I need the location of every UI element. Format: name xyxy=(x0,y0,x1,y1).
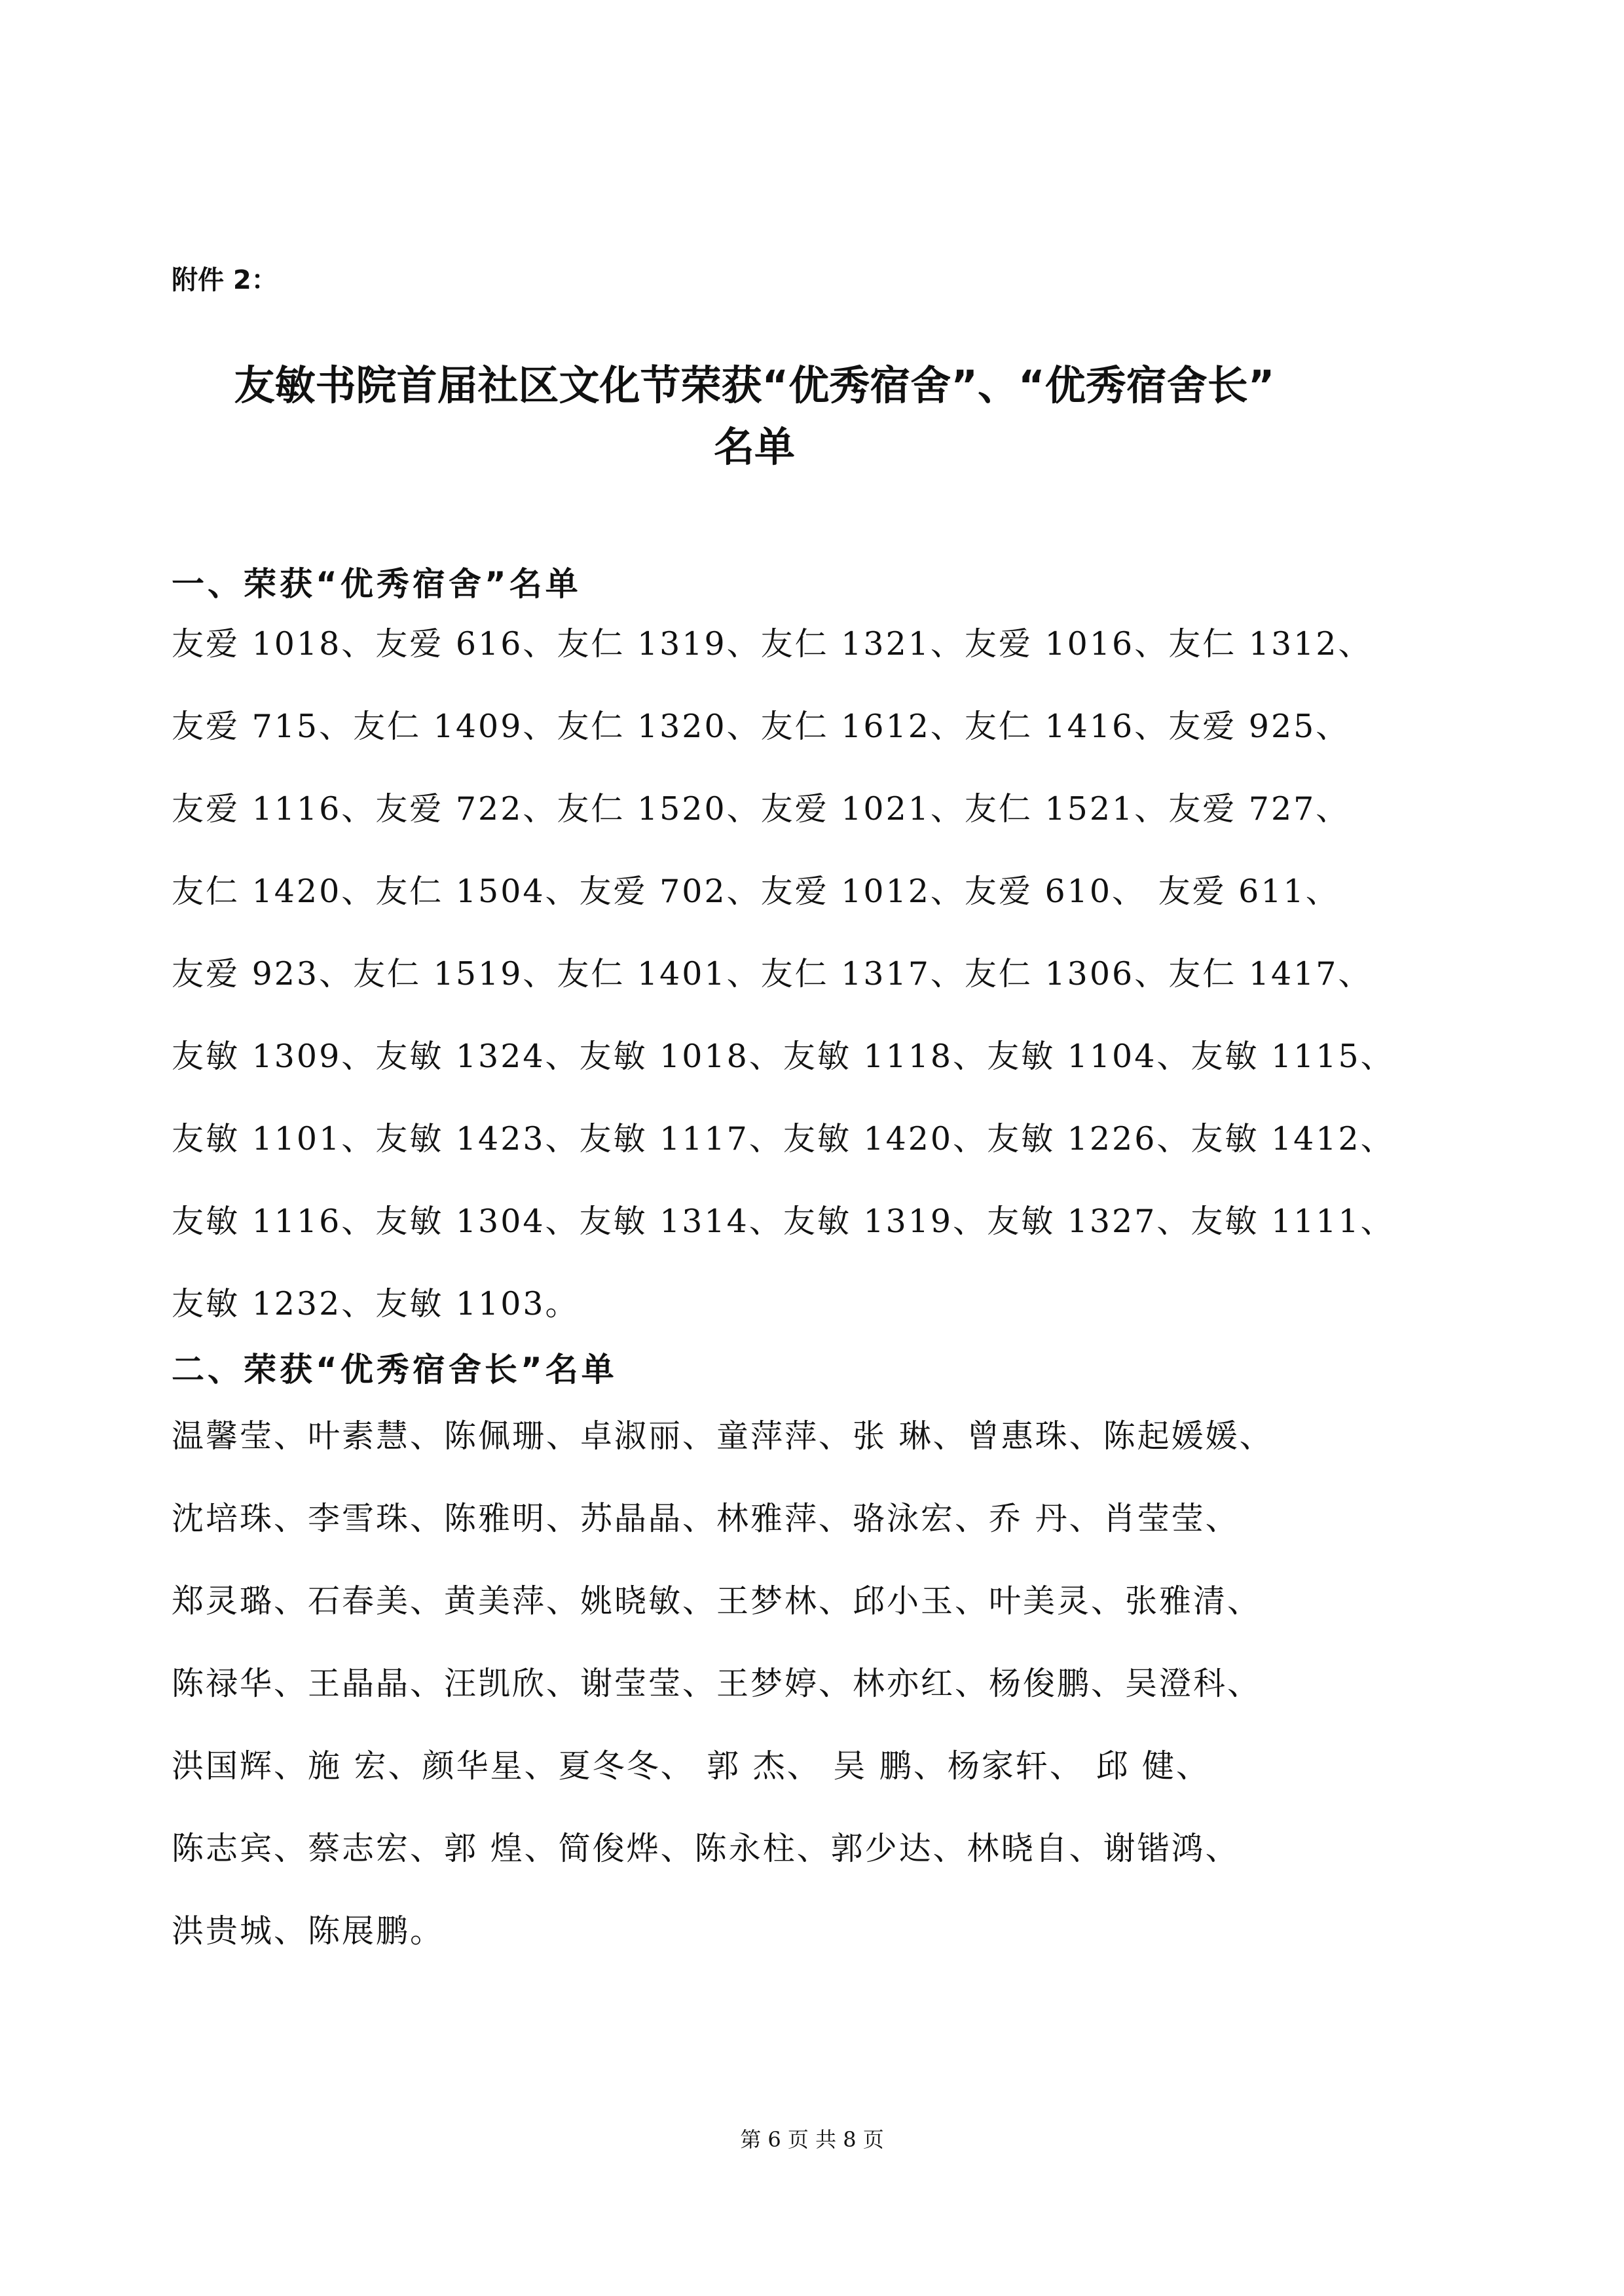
list-line: 友仁 1420、友仁 1504、友爱 702、友爱 1012、友爱 610、 友爱 611、 xyxy=(172,873,1340,910)
list-line: 温馨莹、叶素慧、陈佩珊、卓淑丽、童萍萍、张 琳、曾惠珠、陈起媛媛、 xyxy=(172,1417,1274,1455)
list-line: 陈志宾、蔡志宏、郭 煌、简俊烨、陈永柱、郭少达、林晓自、谢锴鸿、 xyxy=(172,1830,1240,1867)
section-heading-dormitories: 一、荣获“优秀宿舍”名单 xyxy=(172,565,581,603)
list-line: 沈培珠、李雪珠、陈雅明、苏晶晶、林雅萍、骆泳宏、乔 丹、肖莹莹、 xyxy=(172,1500,1240,1537)
list-line: 陈禄华、王晶晶、汪凯欣、谢莹莹、王梦婷、林亦红、杨俊鹏、吴澄科、 xyxy=(172,1665,1262,1702)
document-title-line-1: 友敏书院首届社区文化节荣获“优秀宿舍”、“优秀宿舍长” xyxy=(234,361,1275,409)
list-line: 洪国辉、施 宏、颜华星、夏冬冬、 郭 杰、 吴 鹏、杨家轩、 邱 健、 xyxy=(172,1747,1211,1785)
document-title-line-2: 名单 xyxy=(713,423,795,471)
document-title xyxy=(172,355,1337,478)
dorm-leader-list xyxy=(172,1410,1481,1988)
list-line: 洪贵城、陈展鹏。 xyxy=(172,1912,445,1950)
list-line: 友敏 1232、友敏 1103。 xyxy=(172,1285,580,1322)
list-line: 友敏 1101、友敏 1423、友敏 1117、友敏 1420、友敏 1226、友敏 1412、 xyxy=(172,1120,1395,1157)
list-line: 友爱 923、友仁 1519、友仁 1401、友仁 1317、友仁 1306、友仁 1417、 xyxy=(172,955,1373,993)
attachment-label: 附件 2： xyxy=(172,265,278,295)
list-line: 友爱 1018、友爱 616、友仁 1319、友仁 1321、友爱 1016、友仁 1312、 xyxy=(172,625,1373,663)
list-line: 友敏 1116、友敏 1304、友敏 1314、友敏 1319、友敏 1327、友敏 1111、 xyxy=(172,1203,1395,1240)
dormitory-list xyxy=(172,618,1481,1360)
section-heading-dorm-leaders: 二、荣获“优秀宿舍长”名单 xyxy=(172,1351,618,1389)
page-footer: 第 6 页 共 8 页 xyxy=(740,2127,884,2152)
list-line: 友爱 715、友仁 1409、友仁 1320、友仁 1612、友仁 1416、友爱 925、 xyxy=(172,708,1350,745)
list-line: 郑灵璐、石春美、黄美萍、姚晓敏、王梦林、邱小玉、叶美灵、张雅清、 xyxy=(172,1582,1262,1620)
list-line: 友敏 1309、友敏 1324、友敏 1018、友敏 1118、友敏 1104、友敏 1115、 xyxy=(172,1038,1395,1075)
list-line: 友爱 1116、友爱 722、友仁 1520、友爱 1021、友仁 1521、友爱 727、 xyxy=(172,790,1350,828)
